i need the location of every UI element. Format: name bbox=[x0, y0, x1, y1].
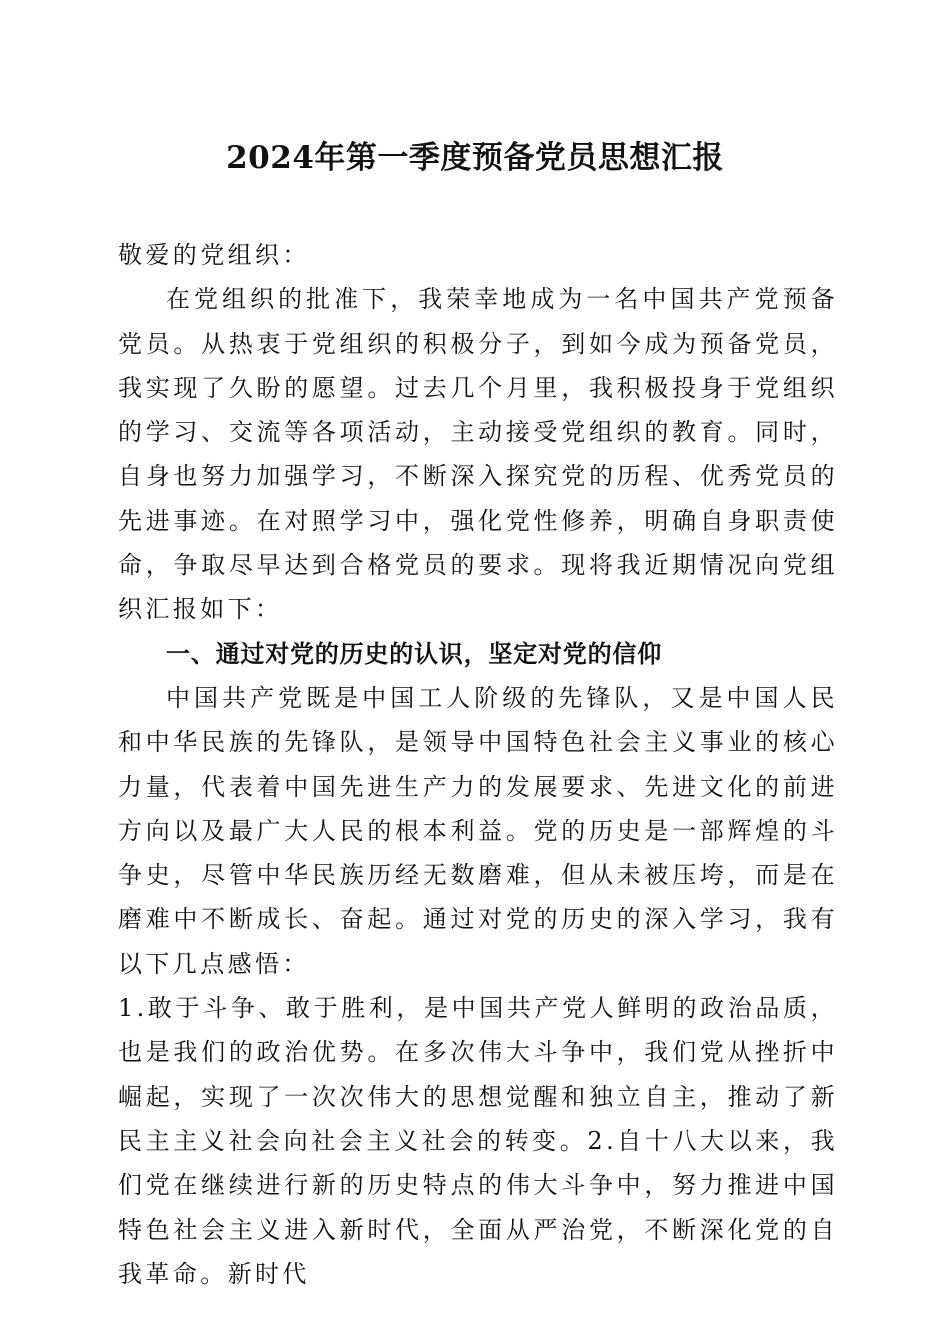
salutation: 敬爱的党组织： bbox=[118, 241, 310, 269]
section-one-paragraph: 中国共产党既是中国工人阶级的先锋队，又是中国人民和中华民族的先锋队，是领导中国特色社会主义事业的核心力量，代表着中国先进生产力的发展要求、先进文化的前进方向以及最广大人民的根本利益。党的历史是一部辉煌的斗争史，尽管中华民族历经无数磨难，但从未被压垮，而是在磨难中不断成长、奋起。通过对党的历史的深入学习，我有以下几点感悟： bbox=[118, 683, 838, 978]
document-title: 2024年第一季度预备党员思想汇报 bbox=[226, 140, 724, 176]
numbered-paragraph: 1.敢于斗争、敢于胜利，是中国共产党人鲜明的政治品质，也是我们的政治优势。在多次伟大斗争中，我们党从挫折中崛起，实现了一次次伟大的思想觉醒和独立自主，推动了新民主主义社会向社会主义社会的转变。2.自十八大以来，我们党在继续进行新的历史特点的伟大斗争中，努力推进中国特色社会主义进入新时代，全面从严治党，不断深化党的自我革命。新时代 bbox=[118, 994, 838, 1288]
section-one-heading: 一、通过对党的历史的认识，坚定对党的信仰 bbox=[166, 639, 662, 668]
intro-paragraph: 在党组织的批准下，我荣幸地成为一名中国共产党预备党员。从热衷于党组织的积极分子，到如今成为预备党员，我实现了久盼的愿望。过去几个月里，我积极投身于党组织的学习、交流等各项活动，主动接受党组织的教育。同时，自身也努力加强学习，不断深入探究党的历程、优秀党员的先进事迹。在对照学习中，强化党性修养，明确自身职责使命，争取尽早达到合格党员的要求。现将我近期情况向党组织汇报如下： bbox=[118, 285, 838, 624]
document-body bbox=[118, 233, 838, 1296]
